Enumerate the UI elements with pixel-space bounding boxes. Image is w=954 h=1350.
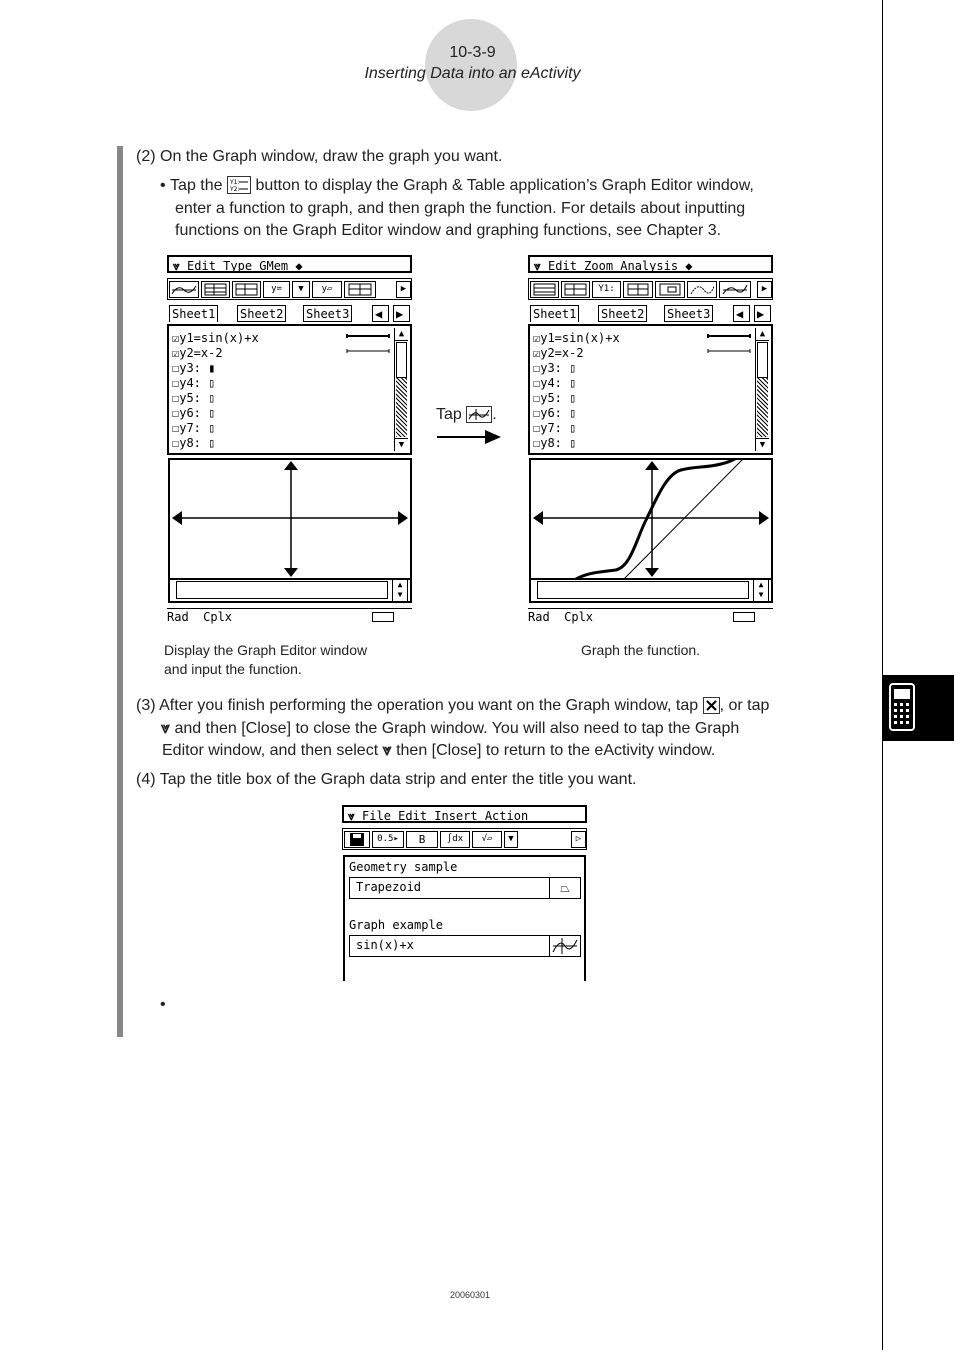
tab-left-icon[interactable]: ◀ xyxy=(733,305,750,322)
status-mode: Rad Cplx xyxy=(167,610,233,624)
function-row-y4[interactable]: ☐y4: ▯ xyxy=(533,376,577,390)
caption-right: Graph the function. xyxy=(581,642,701,658)
view-window-icon[interactable] xyxy=(623,281,653,298)
dropdown-icon[interactable]: ▼ xyxy=(504,831,518,848)
page-number: 10-3-9 xyxy=(449,44,496,61)
change-bar xyxy=(117,146,123,1037)
graph-editor-screenshot xyxy=(167,255,412,628)
bullet-text-part1: Tap the xyxy=(170,177,223,194)
sketch-icon[interactable]: y▱ xyxy=(312,281,342,298)
menu-down-icon[interactable]: ⩔ xyxy=(173,259,180,273)
tab-right-icon[interactable]: ▶ xyxy=(754,305,771,322)
decimal-icon[interactable]: 0.5▸ xyxy=(372,831,404,848)
function-row-y4[interactable]: ☐y4: ▯ xyxy=(172,376,216,390)
menu-down-icon[interactable]: ⩔ xyxy=(348,809,355,823)
function-row-y2[interactable]: ☑y2=x-2 xyxy=(533,346,584,360)
step-2-marker: (2) xyxy=(136,148,156,165)
tab-sheet3[interactable]: Sheet3 xyxy=(303,305,352,322)
trace-icon[interactable] xyxy=(687,281,717,298)
step-3: (3) After you finish performing the operation you want on the Graph window, tap , or tap ⩔ and then [Close] to close the Graph window. You will also need to tap the Graph Editor window, and then select ⩔ then [Close] to return to the eActivity window. xyxy=(136,697,770,759)
menu-diamond-icon[interactable]: ◆ xyxy=(685,259,693,273)
function-row-y6[interactable]: ☐y6: ▯ xyxy=(172,406,216,420)
function-row-y2[interactable]: ☑y2=x-2 xyxy=(172,346,223,360)
tap-instruction: Tap . xyxy=(436,406,497,423)
menu-bar xyxy=(528,255,773,273)
entry-input[interactable] xyxy=(537,581,749,599)
strip1-title[interactable]: Geometry sample xyxy=(349,860,458,874)
function-row-y7[interactable]: ☐y7: ▯ xyxy=(172,421,216,435)
table-graph-icon[interactable] xyxy=(561,281,590,298)
function-row-y1[interactable]: ☑y1=sin(x)+x xyxy=(172,331,259,345)
graph-line-y2 xyxy=(621,460,746,578)
sheet-tabs xyxy=(167,305,412,323)
final-bullet: • xyxy=(160,996,171,1013)
graph-screenshot xyxy=(528,255,773,628)
save-icon[interactable] xyxy=(344,831,370,848)
graph-editor-icon[interactable]: Y1: xyxy=(592,281,621,298)
step-2-text: On the Graph window, draw the graph you want. xyxy=(160,148,503,165)
menu-bar xyxy=(167,255,412,273)
strip1-box[interactable] xyxy=(349,877,581,899)
graph-icon[interactable] xyxy=(549,936,580,956)
bold-button[interactable]: B xyxy=(406,831,438,848)
function-row-y5[interactable]: ☐y5: ▯ xyxy=(533,391,577,405)
eactivity-screenshot xyxy=(342,805,587,981)
function-row-y3[interactable]: ☐y3: ▮ xyxy=(172,361,216,375)
menu-items[interactable]: Edit Type GMem xyxy=(187,259,289,273)
graph-curve-y1 xyxy=(571,460,741,578)
scroll-right-icon[interactable]: ▷ xyxy=(571,831,586,848)
battery-icon xyxy=(733,612,755,622)
strip2-value: sin(x)+x xyxy=(356,938,414,952)
entry-input[interactable] xyxy=(176,581,388,599)
toolbar xyxy=(167,278,412,300)
caption-left: Display the Graph Editor window and input the function. xyxy=(164,642,368,677)
status-bar xyxy=(167,608,412,625)
dropdown-icon[interactable]: ▼ xyxy=(292,281,310,298)
bullet-line-2: enter a function to graph, and then graph the function. For details about inputting xyxy=(175,199,746,217)
bullet-line-3: functions on the Graph Editor window and graphing functions, see Chapter 3. xyxy=(175,222,722,239)
entry-area xyxy=(529,578,773,603)
menu-down-icon: ⩔ xyxy=(382,742,392,759)
step-4-text: Tap the title box of the Graph data strip and enter the title you want. xyxy=(159,771,637,788)
bullet-text-part2: button to display the Graph & Table application’s Graph Editor window, xyxy=(255,177,754,194)
function-list xyxy=(528,324,773,455)
graph-draw-icon xyxy=(466,406,492,423)
geometry-icon[interactable]: ⏢ xyxy=(549,878,580,898)
function-row-y1[interactable]: ☑y1=sin(x)+x xyxy=(533,331,620,345)
svg-text:Y2:: Y2: xyxy=(229,186,240,193)
tab-left-icon[interactable]: ◀ xyxy=(372,305,389,322)
menu-down-icon[interactable]: ⩔ xyxy=(534,259,541,273)
function-row-y8[interactable]: ☐y8: ▯ xyxy=(533,436,577,450)
step-2 xyxy=(136,146,502,169)
scrollbar[interactable]: ▲ ▼ xyxy=(394,328,408,451)
function-list xyxy=(167,324,412,455)
menu-diamond-icon[interactable]: ◆ xyxy=(295,259,303,273)
strip2-title[interactable]: Graph example xyxy=(349,918,443,932)
calculator-icon xyxy=(889,683,915,731)
battery-icon xyxy=(372,612,394,622)
tab-sheet3[interactable]: Sheet3 xyxy=(664,305,713,322)
graph-window xyxy=(529,458,773,580)
table-graph-icon[interactable] xyxy=(232,281,261,298)
status-mode: Rad Cplx xyxy=(528,610,594,624)
sketch-icon[interactable] xyxy=(719,281,751,298)
scroll-right-icon[interactable]: ▶ xyxy=(757,281,772,298)
section-title: Inserting Data into an eActivity xyxy=(364,65,581,82)
right-arrow-icon xyxy=(437,428,503,446)
toolbar xyxy=(342,828,587,850)
strip-icon[interactable]: ∫dx xyxy=(440,831,470,848)
step-4-marker: (4) xyxy=(136,771,156,788)
graph-table-icon xyxy=(227,176,251,194)
menu-items[interactable]: File Edit Insert Action xyxy=(362,809,529,823)
tab-sheet1[interactable]: Sheet1 xyxy=(169,305,218,322)
tab-sheet2[interactable]: Sheet2 xyxy=(598,305,647,322)
svg-text:Y1:: Y1: xyxy=(229,179,240,186)
zoom-box-icon[interactable] xyxy=(655,281,685,298)
entry-area xyxy=(168,578,412,603)
close-icon xyxy=(703,697,720,714)
step-4 xyxy=(136,769,636,792)
scroll-right-icon[interactable]: ▶ xyxy=(396,281,411,298)
strip2-box[interactable] xyxy=(349,935,581,957)
menu-bar xyxy=(342,805,587,823)
y-equals-icon[interactable]: y= xyxy=(263,281,290,298)
menu-items[interactable]: Edit Zoom Analysis xyxy=(548,259,679,273)
scrollbar[interactable]: ▲ ▼ xyxy=(755,328,769,451)
tab-right-icon[interactable]: ▶ xyxy=(393,305,410,322)
graph-window xyxy=(168,458,412,580)
toolbar xyxy=(528,278,773,300)
strip1-value: Trapezoid xyxy=(356,880,422,894)
function-graph xyxy=(531,460,771,578)
graph-icon[interactable] xyxy=(169,281,199,298)
entry-scroll-icon[interactable]: ▲ ▼ xyxy=(753,579,769,602)
line-style-icons xyxy=(706,332,754,356)
sqrt-icon[interactable]: √▱ xyxy=(472,831,502,848)
function-row-y5[interactable]: ☐y5: ▯ xyxy=(172,391,216,405)
step-3-marker: (3) xyxy=(136,697,156,714)
tab-sheet2[interactable]: Sheet2 xyxy=(237,305,286,322)
function-row-y7[interactable]: ☐y7: ▯ xyxy=(533,421,577,435)
menu-down-icon: ⩔ xyxy=(161,719,171,737)
function-row-y3[interactable]: ☐y3: ▯ xyxy=(533,361,577,375)
function-row-y8[interactable]: ☐y8: ▯ xyxy=(172,436,216,450)
function-row-y6[interactable]: ☐y6: ▯ xyxy=(533,406,577,420)
table-icon[interactable] xyxy=(530,281,559,298)
footer-code: 20060301 xyxy=(449,1290,491,1300)
table-icon[interactable] xyxy=(201,281,230,298)
tab-sheet1[interactable]: Sheet1 xyxy=(530,305,579,322)
eactivity-body xyxy=(343,855,586,981)
step-2-bullet: • Tap the Y1: Y2: button to display the Graph & Table application’s Graph Editor window, enter a function to graph, and then graph the function. For details about inputting functions on the Graph Editor window and graphing functions, see Chapter 3. xyxy=(160,175,860,243)
tap-label: Tap xyxy=(436,406,462,423)
view-window-icon[interactable] xyxy=(344,281,376,298)
line-style-icons xyxy=(345,332,393,356)
entry-scroll-icon[interactable]: ▲ ▼ xyxy=(392,579,408,602)
sheet-tabs xyxy=(528,305,773,323)
status-bar xyxy=(528,608,773,625)
empty-axes xyxy=(170,460,410,578)
